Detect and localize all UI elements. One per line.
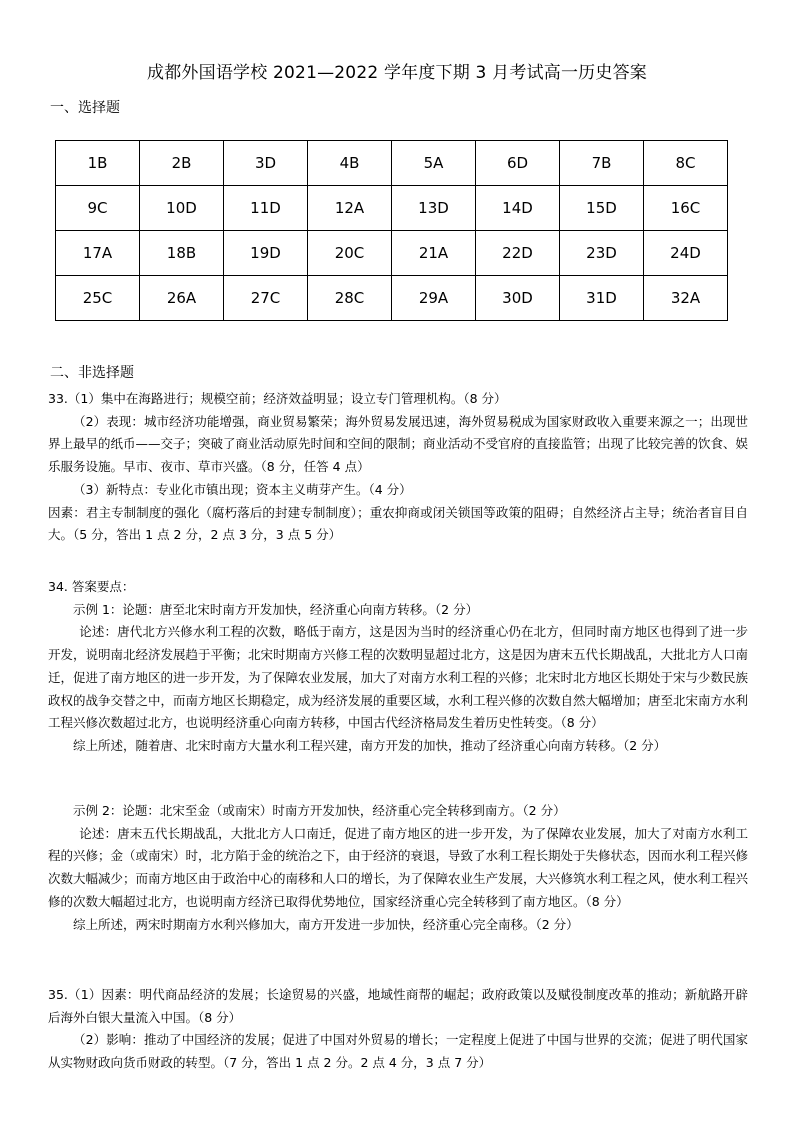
answer-table: [55, 140, 728, 321]
answer-cell: 28C: [308, 276, 392, 321]
answer-cell: 14D: [476, 186, 560, 231]
table-row: [56, 276, 728, 321]
table-row: [56, 186, 728, 231]
table-row: [56, 141, 728, 186]
answer-cell: 12A: [308, 186, 392, 231]
answer-cell: 11D: [224, 186, 308, 231]
answer-cell: 24D: [644, 231, 728, 276]
answer-cell: 26A: [140, 276, 224, 321]
question-33: [48, 388, 748, 547]
section-heading-choice: 一、选择题: [50, 100, 120, 116]
answer-cell: 9C: [56, 186, 140, 231]
answer-cell: 6D: [476, 141, 560, 186]
answer-cell: 15D: [560, 186, 644, 231]
answer-cell: 13D: [392, 186, 476, 231]
answer-cell: 30D: [476, 276, 560, 321]
q34-heading: 34. 答案要点：: [48, 579, 135, 594]
answer-cell: 7B: [560, 141, 644, 186]
answer-cell: 21A: [392, 231, 476, 276]
page-title: 成都外国语学校 2021—2022 学年度下期 3 月考试高一历史答案: [147, 63, 647, 83]
q33-factors: 因素：君主专制制度的强化（腐朽落后的封建专制制度）；重农抑商或闭关锁国等政策的阻碍；自然经济占主导；统治者盲目自大。（5 分，答出 1 点 2 分，2 点 3 分，3 点 5 分）: [48, 504, 748, 543]
question-35: [48, 984, 748, 1075]
answer-cell: 16C: [644, 186, 728, 231]
answer-cell: 25C: [56, 276, 140, 321]
question-34: [48, 576, 748, 758]
answer-cell: 8C: [644, 141, 728, 186]
answer-cell: 10D: [140, 186, 224, 231]
q34-example2-topic: 示例 2：论题：北宋至金（或南宋）时南方开发加快，经济重心完全转移到南方。（2 分）: [73, 803, 566, 818]
q33-part3: （3）新特点：专业化市镇出现；资本主义萌芽产生。（4 分）: [73, 481, 412, 497]
answer-cell: 22D: [476, 231, 560, 276]
q34-example1-summary: 综上所述，随着唐、北宋时南方大量水利工程兴建，南方开发的加快，推动了经济重心向南方转移。（2 分）: [73, 737, 667, 753]
answer-cell: 29A: [392, 276, 476, 321]
answer-cell: 4B: [308, 141, 392, 186]
q34-example1-topic: 示例 1：论题：唐至北宋时南方开发加快，经济重心向南方转移。（2 分）: [73, 601, 479, 617]
q33-part1: 33.（1）集中在海路进行；规模空前；经济效益明显；设立专门管理机构。（8 分）: [48, 391, 507, 406]
table-row: [56, 231, 728, 276]
q33-part2: （2）表现：城市经济功能增强，商业贸易繁荣；海外贸易发展迅速，海外贸易税成为国家财政收入重要来源之一；出现世界上最早的纸币——交子；突破了商业活动原先时间和空间的限制；商业活动不受官府的直接监管；出现了比较完善的饮食、娱乐服务设施。早市、夜市、草市兴盛。（8 分，任答 4 点）: [48, 413, 749, 475]
section-heading-nonchoice: 二、非选择题: [50, 365, 134, 381]
q35-part2: （2）影响：推动了中国经济的发展；促进了中国对外贸易的增长；一定程度上促进了中国与世界的交流；促进了明代国家从实物财政向货币财政的转型。（7 分，答出 1 点 2 分。2 点 4 分，3 点 7 分）: [48, 1032, 748, 1071]
answer-cell: 17A: [56, 231, 140, 276]
question-34-example2: [48, 800, 748, 936]
q35-part1: 35.（1）因素：明代商品经济的发展；长途贸易的兴盛，地域性商帮的崛起；政府政策以及赋役制度改革的推动；新航路开辟后海外白银大量流入中国。（8 分）: [48, 987, 748, 1025]
answer-cell: 23D: [560, 231, 644, 276]
answer-cell: 27C: [224, 276, 308, 321]
answer-cell: 20C: [308, 231, 392, 276]
answer-cell: 32A: [644, 276, 728, 321]
q34-example1-argument: 论述：唐代北方兴修水利工程的次数，略低于南方，这是因为当时的经济重心仍在北方，但同时南方地区也得到了进一步开发，说明南北经济发展趋于平衡；北宋时期南方兴修工程的次数明显超过北方，这是因为唐末五代长期战乱，大批北方人口南迁，促进了南方地区的进一步开发，为了保障农业发展，加大了对南方水利工程的兴修；北宋时北方地区长期处于宋与少数民族政权的战争交替之中，而南方地区长期稳定，成为经济发展的重要区域，水利工程兴修的次数自然大幅增加；唐至北宋南方水利工程兴修次数超过北方，也说明经济重心向南方转移，中国古代经济格局发生着历史性转变。（8 分）: [48, 624, 749, 731]
answer-cell: 18B: [140, 231, 224, 276]
answer-cell: 2B: [140, 141, 224, 186]
answer-cell: 31D: [560, 276, 644, 321]
answer-cell: 1B: [56, 141, 140, 186]
answer-cell: 19D: [224, 231, 308, 276]
answer-cell: 3D: [224, 141, 308, 186]
q34-example2-summary: 综上所述，两宋时期南方水利兴修加大，南方开发进一步加快，经济重心完全南移。（2 分）: [73, 916, 579, 932]
answer-cell: 5A: [392, 141, 476, 186]
q34-example2-argument: 论述：唐末五代长期战乱，大批北方人口南迁，促进了南方地区的进一步开发，为了保障农业发展，加大了对南方水利工程的兴修；金（或南宋）时，北方陷于金的统治之下，由于经济的衰退，导致了水利工程长期处于失修状态，因而水利工程兴修次数大幅减少；而南方地区由于政治中心的南移和人口的增长，为了保障农业生产发展，大兴修筑水利工程之风，使水利工程兴修的次数大幅超过北方，也说明南方经济已取得优势地位，国家经济重心完全转移到了南方地区。（8 分）: [48, 825, 749, 909]
